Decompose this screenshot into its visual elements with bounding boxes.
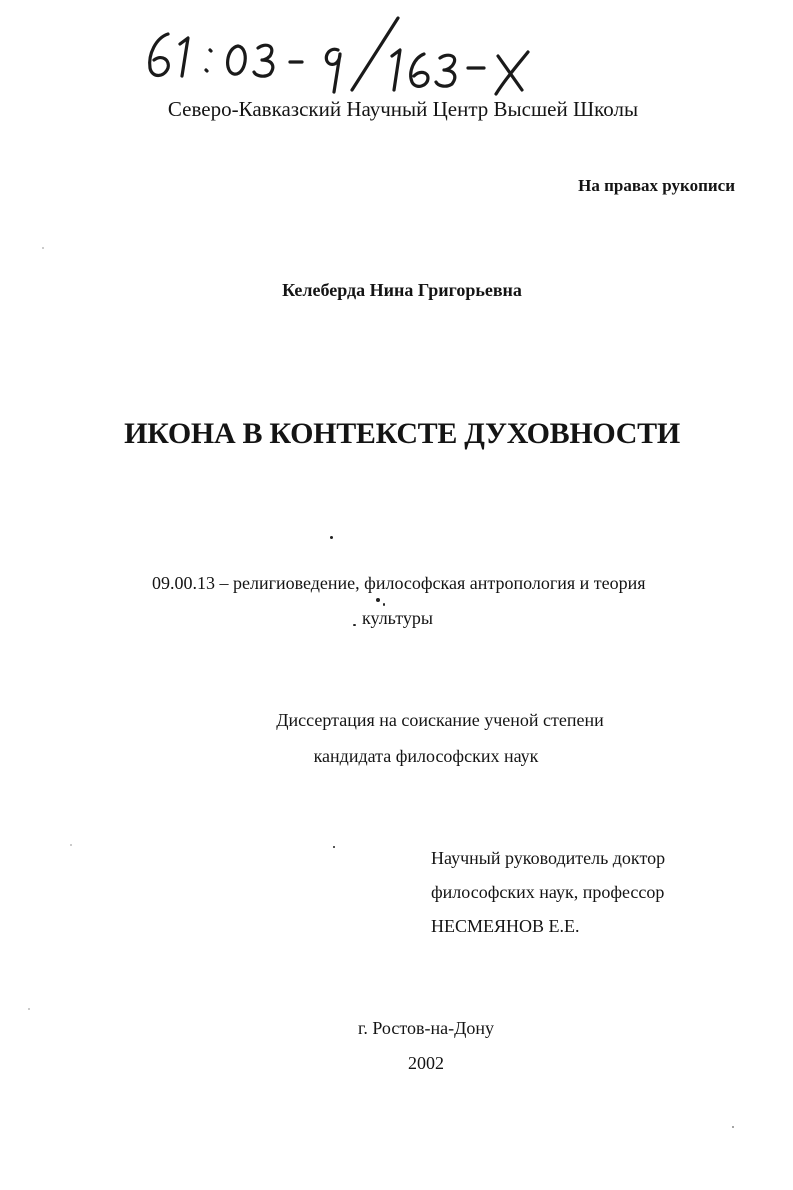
advisor-line-1: Научный руководитель доктор — [431, 848, 666, 868]
scan-speck — [383, 603, 385, 606]
handwritten-code-drawing — [130, 10, 550, 105]
year: 2002 — [408, 1053, 444, 1073]
scan-speck — [330, 536, 333, 539]
dissertation-title: ИКОНА В КОНТЕКСТЕ ДУХОВНОСТИ — [124, 417, 680, 450]
scan-speck — [28, 1008, 30, 1010]
degree-line-1: Диссертация на соискание ученой степени — [276, 710, 604, 730]
advisor-name: НЕСМЕЯНОВ Е.Е. — [431, 916, 580, 936]
scan-speck — [353, 624, 356, 626]
rights-notice: На правах рукописи — [578, 176, 735, 195]
institution-name: Северо-Кавказский Научный Центр Высшей Школы — [167, 97, 639, 121]
author-name: Келеберда Нина Григорьевна — [282, 280, 522, 300]
scan-speck — [732, 1126, 734, 1128]
scan-speck — [42, 247, 44, 249]
scan-speck — [70, 844, 72, 846]
specialty-line-2: культуры — [362, 608, 433, 628]
scan-speck — [333, 846, 335, 848]
advisor-line-2: философских наук, профессор — [431, 882, 665, 902]
degree-line-2: кандидата философских наук — [313, 746, 539, 766]
city: г. Ростов-на-Дону — [357, 1018, 495, 1038]
specialty-line-1: 09.00.13 – религиоведение, философская антропология и теория — [152, 573, 646, 593]
handwritten-archive-code — [130, 10, 550, 105]
scan-speck — [376, 598, 380, 602]
